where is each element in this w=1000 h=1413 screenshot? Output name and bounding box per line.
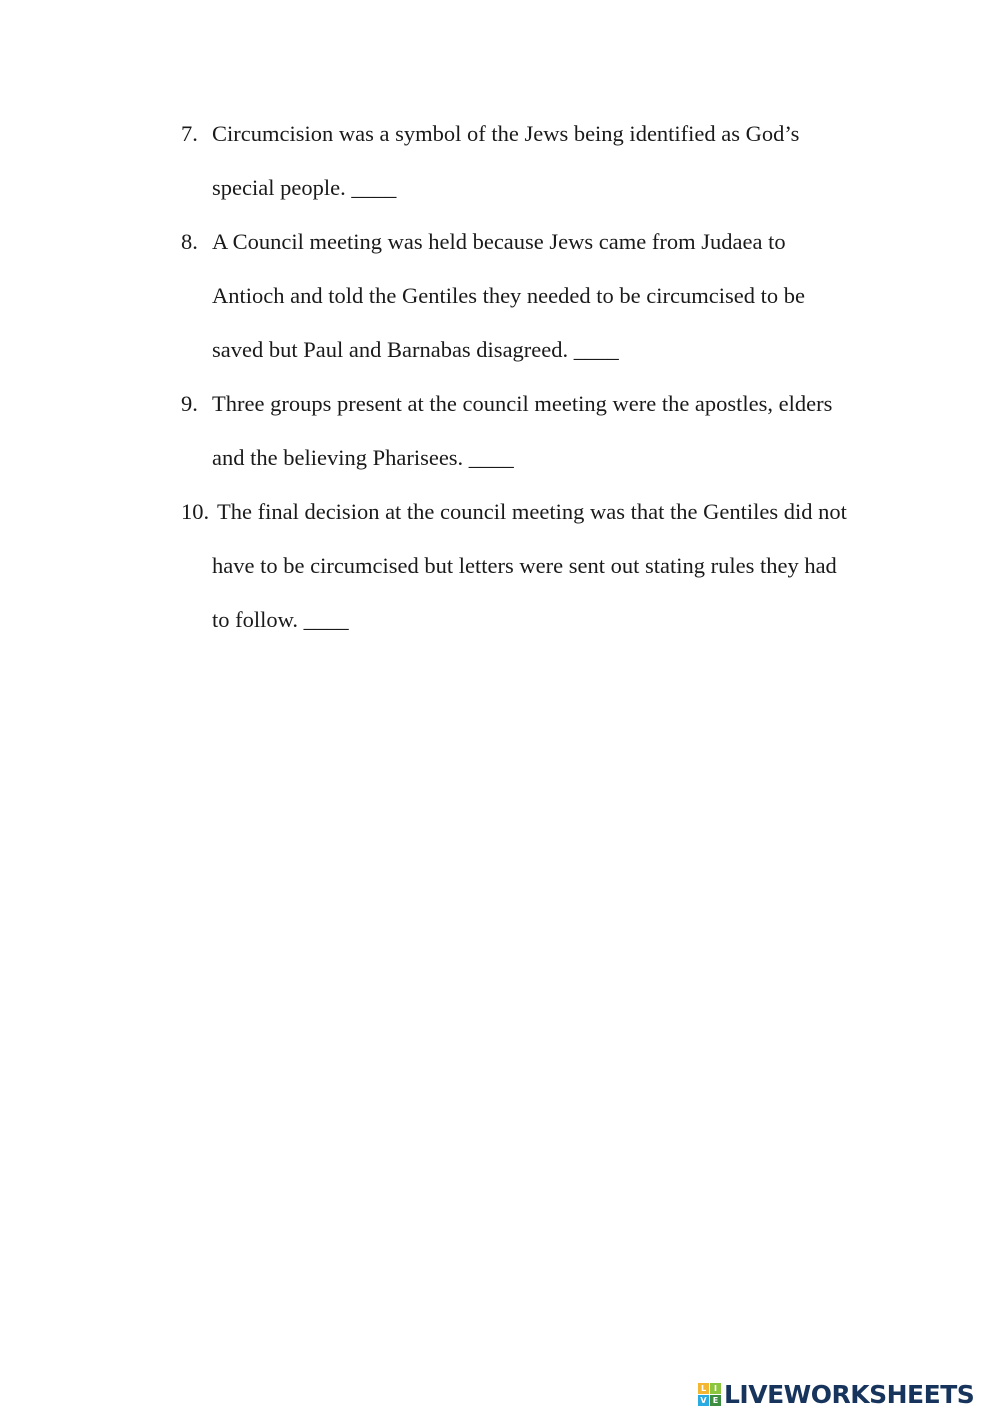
question-7-line-2: special people. ____ [212, 175, 397, 200]
liveworksheets-logo-icon [698, 1383, 721, 1406]
question-8-line-3: saved but Paul and Barnabas disagreed. ____ [212, 337, 619, 362]
question-10-line-2: have to be circumcised but letters were sent out stating rules they had [212, 553, 837, 578]
question-10-line-1: The final decision at the council meeting was that the Gentiles did not [217, 499, 847, 524]
logo-letter-e: E [710, 1395, 721, 1406]
question-7-number: 7. [181, 121, 198, 146]
question-9-line-2: and the believing Pharisees. ____ [212, 445, 514, 470]
logo-letter-i: I [710, 1383, 721, 1394]
question-9-number: 9. [181, 391, 198, 416]
question-10-line-3: to follow. ____ [212, 607, 349, 632]
logo-letter-v: V [698, 1395, 709, 1406]
question-8-line-2: Antioch and told the Gentiles they needed to be circumcised to be [212, 283, 805, 308]
question-7-line-1: Circumcision was a symbol of the Jews being identified as God’s [212, 121, 800, 146]
question-8-line-1: A Council meeting was held because Jews came from Judaea to [212, 229, 786, 254]
watermark-text: LIVEWORKSHEETS [724, 1379, 975, 1409]
logo-letter-l: L [698, 1383, 709, 1394]
question-9-line-1: Three groups present at the council meeting were the apostles, elders [212, 391, 833, 416]
question-8-number: 8. [181, 229, 198, 254]
liveworksheets-watermark [698, 1377, 974, 1411]
question-10-number: 10. [181, 499, 210, 524]
